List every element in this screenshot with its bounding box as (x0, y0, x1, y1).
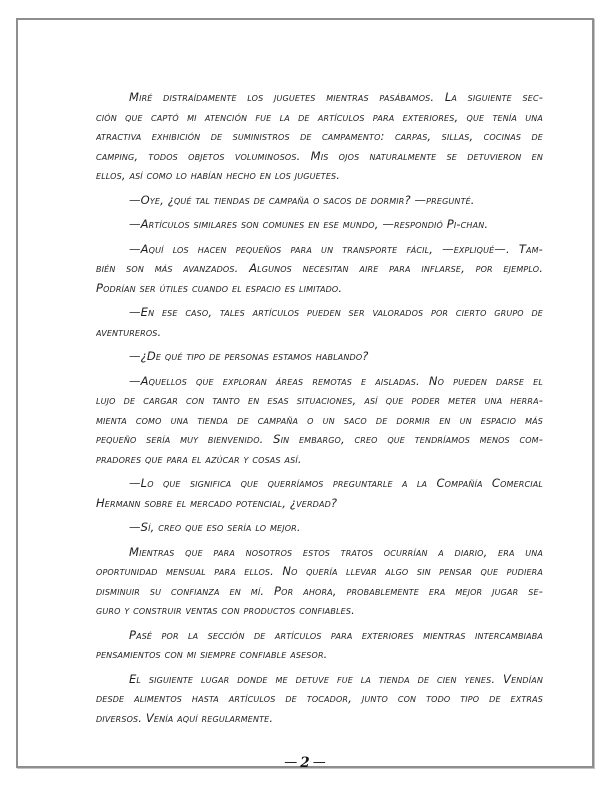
paragraph (96, 303, 543, 342)
page-footer (18, 755, 592, 772)
text-line: oportunidad mensual para ellos. No quería llevar algo sin pensar que pudiera (96, 564, 543, 578)
paragraph (96, 670, 543, 729)
text-line: pensamientos con mi siempre confiable asesor. (96, 647, 328, 661)
text-line: atractiva exhibición de suministros de campamento: carpas, sillas, cocinas de (96, 129, 543, 143)
text-line: Mientras que para nosotros estos tratos ocurrían a diario, era una (129, 544, 543, 559)
text-line: —Sí, creo que eso sería lo mejor. (129, 520, 301, 534)
footer-dash-left: — (284, 755, 298, 770)
text-line: —¿De qué tipo de personas estamos hablando? (129, 349, 369, 363)
story-text (96, 88, 543, 733)
paragraph (96, 626, 543, 665)
paragraph (96, 518, 543, 538)
text-line: —Aquellos que exploran áreas remotas e aisladas. No pueden darse el (129, 373, 543, 388)
text-line: lujo de cargar con tanto en esas situaciones, así que poder meter una herra- (96, 393, 543, 407)
text-line: guro y construir ventas con productos confiables. (96, 603, 355, 617)
text-line: —Artículos similares son comunes en ese mundo, —respondió Pi-chan. (129, 217, 489, 231)
text-line: ción que captó mi atención fue la de artículos para exteriores, que tenía una (96, 109, 543, 124)
paragraph (96, 474, 543, 513)
paragraph (96, 191, 543, 211)
text-line: —Oye, ¿qué tal tiendas de campaña o sacos de dormir? —pregunté. (129, 192, 475, 207)
paragraph (96, 240, 543, 299)
text-line: pequeño sería muy bienvenido. Sin embargo, creo que tendríamos menos com- (96, 432, 543, 446)
text-line: bién son más avanzados. Algunos necesitan aire para inflarse, por ejemplo. (96, 261, 543, 275)
text-line: —Aquí los hacen pequeños para un transporte fácil, —expliqué—. Tam- (129, 241, 543, 256)
footer-dash-right: — (312, 755, 326, 770)
text-line: ellos, así como lo habían hecho en los juguetes. (96, 168, 341, 182)
text-line: pradores que para el azúcar y cosas así. (96, 451, 302, 466)
text-line: Hermann sobre el mercado potencial, ¿verdad? (96, 495, 338, 510)
text-line: Pasé por la sección de artículos para exteriores mientras intercambiaba (129, 627, 543, 642)
text-line: —Lo que significa que querríamos preguntarle a la Compañía Comercial (129, 476, 543, 490)
paragraph (96, 215, 543, 235)
text-line: disminuir su confianza en mí. Por ahora, probablemente era mejor jugar se- (96, 583, 543, 598)
paragraph (96, 372, 543, 470)
page-border (16, 18, 594, 771)
text-line: desde alimentos hasta artículos de tocador, junto con todo tipo de extras (96, 691, 543, 705)
text-line: Podrían ser útiles cuando el espacio es limitado. (96, 280, 343, 295)
text-line: —En ese caso, tales artículos pueden ser valorados por cierto grupo de (129, 305, 543, 319)
text-line: aventureros. (96, 324, 162, 339)
page-number: 2 (300, 755, 310, 771)
paragraph (96, 347, 543, 367)
text-line: diversos. Venía aquí regularmente. (96, 710, 274, 725)
text-line: camping, todos objetos voluminosos. Mis ojos naturalmente se detuvieron en (96, 148, 543, 163)
paragraph (96, 543, 543, 621)
paragraph (96, 88, 543, 186)
text-line: mienta como una tienda de campaña o un saco de dormir en un espacio más (96, 412, 543, 427)
text-line: El siguiente lugar donde me detuve fue la tienda de cien yenes. Vendían (129, 671, 543, 686)
text-line: Miré distraídamente los juguetes mientras pasábamos. La siguiente sec- (129, 90, 543, 104)
